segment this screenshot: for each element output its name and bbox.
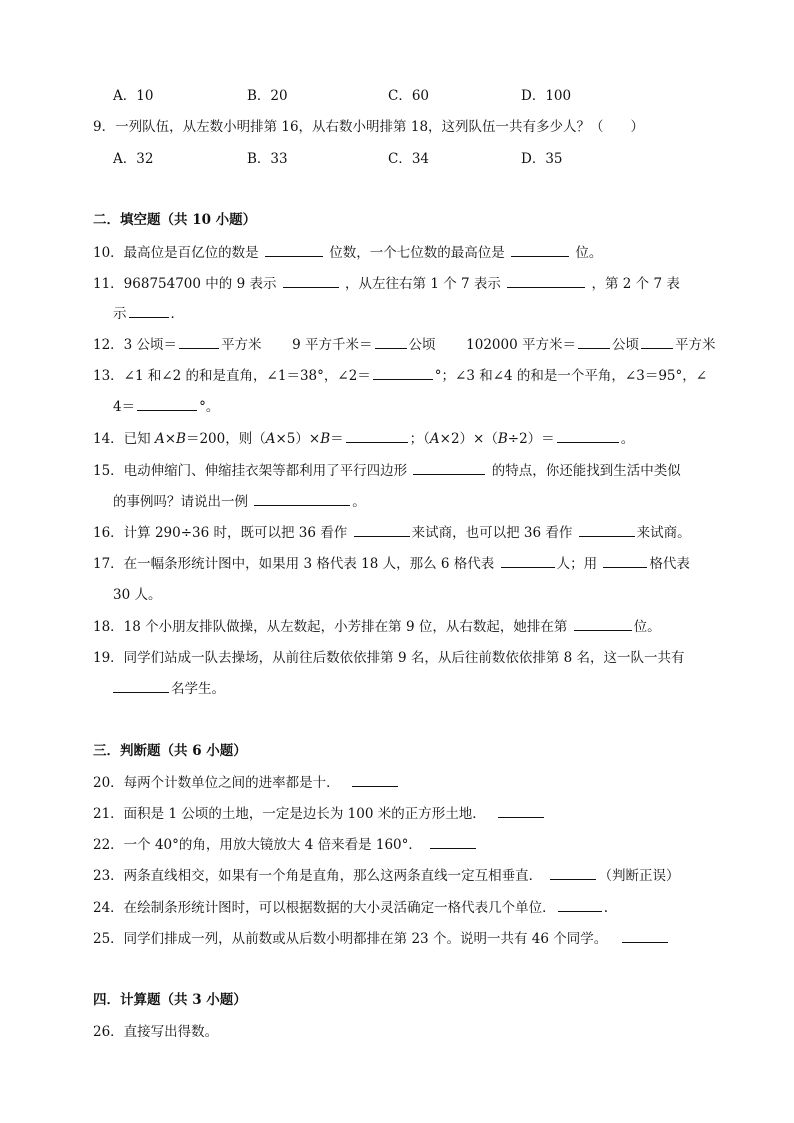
q12-text-f: 公顷 [611, 337, 639, 353]
q14-var-b2: B [320, 431, 331, 447]
section-heading-true-false: 三．判断题（共 6 小题） [93, 743, 247, 759]
question-25 [93, 927, 670, 947]
q15-text-c: 的事例吗？请说出一例 [113, 494, 248, 510]
q14-times: × [164, 431, 177, 447]
q23-blank[interactable] [550, 865, 596, 880]
q17-text-c: 格代表 [649, 556, 690, 572]
q12-text-e: 102000 平方米＝ [466, 337, 576, 353]
q13-text-d: °。 [199, 399, 220, 415]
question-19-cont [113, 677, 225, 697]
question-17 [93, 552, 690, 572]
q14-text-h: ；（ [409, 431, 430, 447]
q20-blank[interactable] [352, 772, 398, 787]
q12-text-a: 12．3 公顷＝ [93, 337, 178, 353]
q12-text-g: 平方米 [674, 337, 716, 353]
question-20 [93, 771, 400, 791]
q12-text-d: 公顷 [408, 337, 436, 353]
q12-text-c: 9 平方千米＝ [292, 337, 373, 353]
q25-blank[interactable] [622, 928, 668, 943]
q13-text-c: 4＝ [113, 399, 136, 415]
question-16 [93, 521, 691, 541]
q13-blank-2[interactable] [137, 396, 197, 411]
q14-text-a: 14．已知 [93, 431, 151, 447]
q8-option-c: C．60 [388, 88, 430, 104]
question-21 [93, 802, 546, 822]
q11-text-c: ，第 2 个 7 表 [591, 276, 680, 292]
q11-text-b: ，从左往右第 1 个 7 表示 [345, 276, 501, 292]
q16-blank-1[interactable] [354, 522, 410, 537]
q21-text: 21．面积是 1 公顷的土地，一定是边长为 100 米的正方形土地． [93, 806, 486, 822]
q13-blank-1[interactable] [373, 365, 433, 380]
q19-blank-1[interactable] [113, 678, 169, 693]
q8-option-b: B．20 [247, 88, 288, 104]
q24-text: 24．在绘制条形统计图时，可以根据数据的大小灵活确定一格代表几个单位． [93, 900, 556, 916]
question-26: 26．直接写出得数。 [93, 1024, 219, 1040]
q9-option-c: C．34 [388, 151, 430, 167]
q10-blank-1[interactable] [265, 242, 323, 257]
q23-suffix: （判断正误） [598, 868, 680, 884]
q20-text: 20．每两个计数单位之间的进率都是十． [93, 775, 340, 791]
q12-blank-1[interactable] [179, 334, 219, 349]
section-heading-fill-in: 二．填空题（共 10 小题） [93, 212, 257, 228]
question-15-cont [113, 490, 366, 510]
q14-var-a3: A [429, 431, 440, 447]
q12-text-b: 平方米 [221, 337, 262, 353]
question-22 [93, 833, 478, 853]
q15-blank-1[interactable] [413, 460, 485, 475]
question-13 [93, 364, 707, 384]
section-heading-calculation: 四．计算题（共 3 小题） [93, 992, 247, 1008]
question-13-cont [113, 395, 219, 415]
q9-option-d: D．35 [521, 151, 563, 167]
q18-blank-1[interactable] [574, 616, 632, 631]
q14-text-f: ×5）× [275, 431, 321, 447]
q15-text-d: 。 [352, 494, 366, 510]
q10-text-a: 10．最高位是百亿位的数是 [93, 245, 259, 261]
q8-option-d: D．100 [521, 88, 572, 104]
q16-text-b: 来试商，也可以把 36 看作 [411, 525, 573, 541]
q24-blank[interactable] [558, 897, 602, 912]
q22-blank[interactable] [430, 834, 476, 849]
q12-blank-3[interactable] [578, 334, 610, 349]
q14-text-k: 。 [620, 431, 635, 447]
q18-text-a: 18．18 个小朋友排队做操，从左数起，小芳排在第 9 位，从右数起，她排在第 [93, 619, 568, 635]
q17-blank-2[interactable] [603, 553, 647, 568]
question-11-cont [113, 302, 184, 322]
q12-blank-2[interactable] [375, 334, 407, 349]
q9-option-a: A．32 [113, 151, 154, 167]
q16-blank-2[interactable] [579, 522, 635, 537]
q11-blank-3[interactable] [129, 303, 169, 318]
q10-blank-2[interactable] [511, 242, 569, 257]
q9-option-b: B．33 [247, 151, 288, 167]
q15-blank-2[interactable] [254, 491, 350, 506]
question-19: 19．同学们站成一队去操场，从前往后数依依排第 9 名，从后往前数依依排第 8 名，这一队一共有 [93, 650, 685, 666]
q18-text-b: 位。 [633, 619, 661, 635]
q15-text-a: 15．电动伸缩门、伸缩挂衣架等都利用了平行四边形 [93, 463, 408, 479]
q16-text-c: 来试商。 [636, 525, 691, 541]
question-15 [93, 459, 681, 479]
q13-text-a: 13．∠1 和∠2 的和是直角，∠1＝38°，∠2＝ [93, 368, 371, 384]
q13-text-b: °；∠3 和∠4 的和是一个平角，∠3＝95°，∠ [434, 368, 708, 384]
question-14 [93, 427, 634, 447]
q17-text-b: 人；用 [556, 556, 598, 572]
q8-option-a: A．10 [113, 88, 154, 104]
q17-text-a: 17．在一幅条形统计图中，如果用 3 格代表 18 人，那么 6 格代表 [93, 556, 495, 572]
question-17-cont: 30 人。 [113, 587, 162, 603]
q23-text: 23．两条直线相交，如果有一个角是直角，那么这两条直线一定互相垂直． [93, 868, 543, 884]
q14-text-i: ×2）×（ [439, 431, 498, 447]
q16-text-a: 16．计算 290÷36 时，既可以把 36 看作 [93, 525, 348, 541]
q24-suffix: . [603, 900, 608, 916]
q14-text-g: ＝ [330, 431, 344, 447]
q17-blank-1[interactable] [501, 553, 555, 568]
q11-text-a: 11．968754700 中的 9 表示 [93, 276, 277, 292]
question-23 [93, 864, 679, 884]
q11-blank-2[interactable] [507, 273, 585, 288]
q14-blank-2[interactable] [557, 428, 619, 443]
question-11 [93, 272, 680, 292]
question-10 [93, 241, 602, 261]
q25-text: 25．同学们排成一列，从前数或从后数小明都排在第 23 个。说明一共有 46 个同学。 [93, 931, 608, 947]
q22-text: 22．一个 40°的角，用放大镜放大 4 倍来看是 160°． [93, 837, 422, 853]
q19-text-b: 名学生。 [171, 681, 225, 697]
q14-text-e: ＝200，则（ [185, 431, 266, 447]
q11-blank-1[interactable] [283, 273, 339, 288]
q14-var-b3: B [497, 431, 508, 447]
q11-text-d: 示 [113, 306, 127, 322]
q14-text-j: ÷2）＝ [507, 431, 555, 447]
question-18 [93, 615, 661, 635]
q10-text-c: 位。 [575, 245, 603, 261]
q11-text-e: ． [170, 306, 184, 322]
q12-blank-4[interactable] [641, 334, 673, 349]
q15-text-b: 的特点，你还能找到生活中类似 [491, 463, 681, 479]
q14-var-a2: A [265, 431, 276, 447]
q14-blank-1[interactable] [346, 428, 408, 443]
question-12 [93, 333, 715, 353]
q14-var-a1: A [154, 431, 165, 447]
q14-var-b1: B [176, 431, 186, 447]
question-24 [93, 896, 608, 916]
q9-text: 9．一列队伍，从左数小明排第 16，从右数小明排第 18，这列队伍一共有多少人？（ ） [93, 119, 645, 135]
q10-text-b: 位数，一个七位数的最高位是 [329, 245, 505, 261]
q21-blank[interactable] [498, 803, 544, 818]
